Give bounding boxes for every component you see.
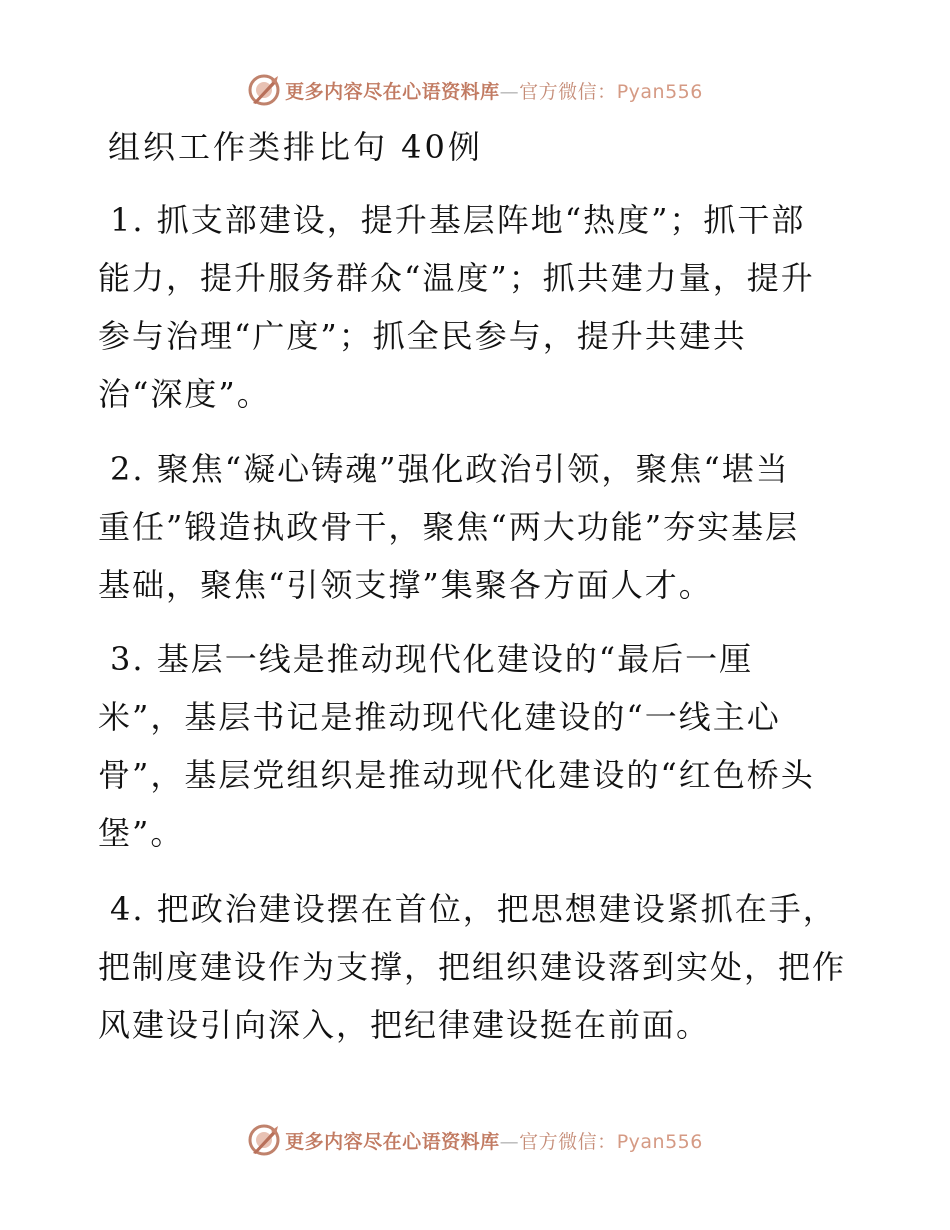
item-line: 参与治理“广度”；抓全民参与，提升共建共 [98,317,747,355]
document-title: 组织工作类排比句 40例 [108,128,483,166]
item-line: 4. 把政治建设摆在首位，把思想建设紧抓在手， [110,890,837,928]
item-line: 把制度建设作为支撑，把组织建设落到实处，把作 [98,948,847,986]
watermark-banner-bottom [0,1120,950,1160]
watermark-main-text: 更多内容尽在心语资料库 [285,80,500,103]
watermark-account-id: Pyan556 [616,1130,703,1153]
item-line: 风建设引向深入，把纪律建设挺在前面。 [98,1006,711,1044]
watermark-main-text: 更多内容尽在心语资料库 [285,1130,500,1153]
watermark-account-label: 官方微信： [519,80,617,103]
item-line: 米”，基层书记是推动现代化建设的“一线主心 [98,698,781,736]
item-line: 3. 基层一线是推动现代化建设的“最后一厘 [110,640,754,678]
watermark-banner-top [0,70,950,110]
item-line: 骨”，基层党组织是推动现代化建设的“红色桥头 [98,756,815,794]
watermark-dash: — [499,80,520,103]
list-item [98,191,850,423]
item-line: 2. 聚焦“凝心铸魂”强化政治引领，聚焦“堪当 [110,450,790,488]
list-item [98,880,850,1054]
watermark-dash: — [499,1130,520,1153]
item-line: 1. 抓支部建设，提升基层阵地“热度”；抓干部 [110,201,806,239]
list-item [98,440,850,614]
item-line: 治“深度”。 [98,375,271,413]
watermark-account-id: Pyan556 [616,80,703,103]
item-line: 重任”锻造执政骨干，聚焦“两大功能”夯实基层 [98,508,800,546]
watermark-account-label: 官方微信： [519,1130,617,1153]
list-item [98,630,850,862]
quill-seal-icon [247,73,281,107]
quill-seal-icon [247,1123,281,1157]
item-line: 能力，提升服务群众“温度”；抓共建力量，提升 [98,259,815,297]
item-line: 基础，聚焦“引领支撑”集聚各方面人才。 [98,566,713,604]
item-line: 堡”。 [98,814,185,852]
